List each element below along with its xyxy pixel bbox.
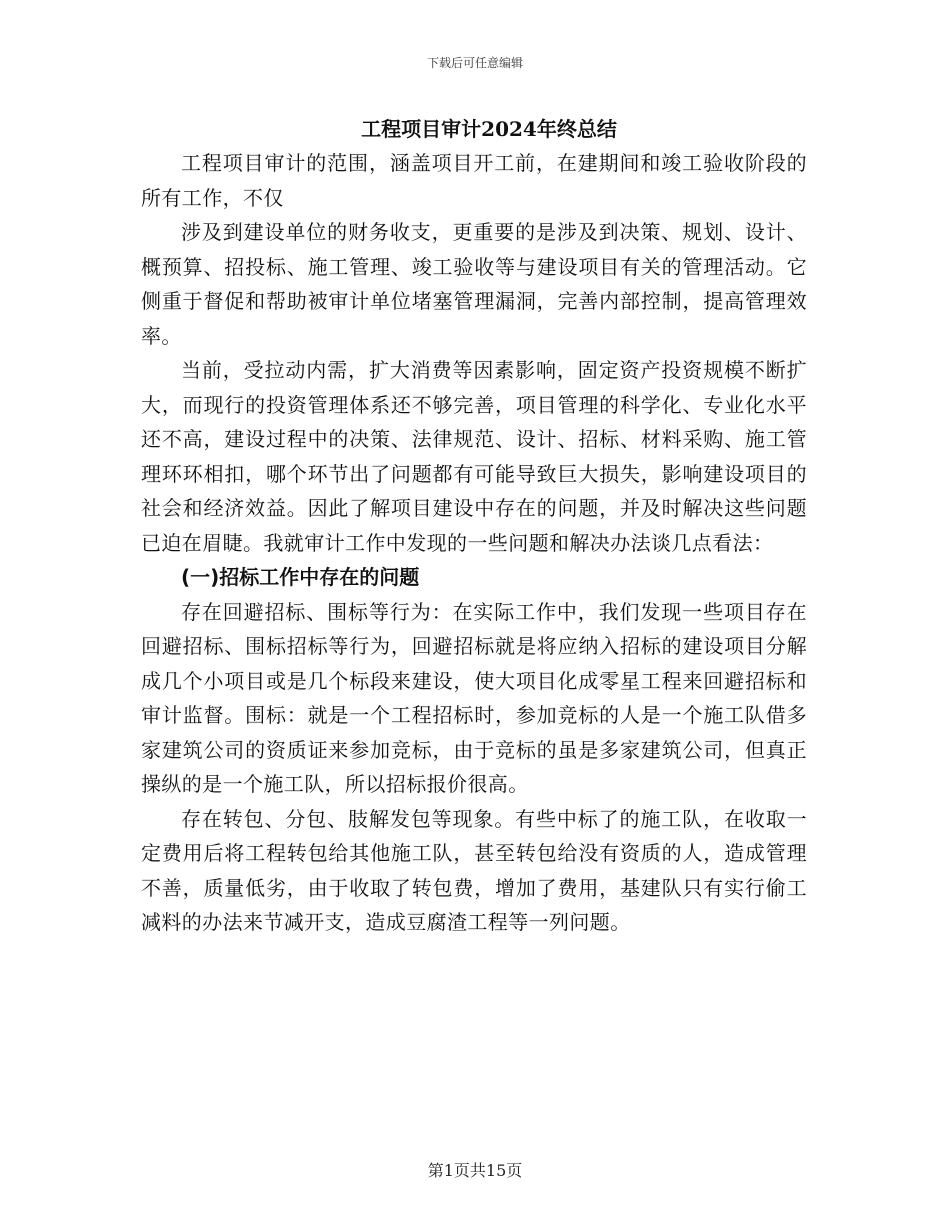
paragraph-subcontracting: 存在转包、分包、肢解发包等现象。有些中标了的施工队，在收取一定费用后将工程转包给其他施工队，甚至转包给没有资质的人，造成管理不善，质量低劣，由于收取了转包费，增加了费用，基建队只有实行偷工减料的办法来节减开支，造成豆腐渣工程等一列问题。 xyxy=(141,806,807,934)
document-body xyxy=(141,112,807,940)
section-heading-bidding: (一)招标工作中存在的问题 xyxy=(181,565,420,589)
paragraph-avoid-bidding: 存在回避招标、围标等行为：在实际工作中，我们发现一些项目存在回避招标、围标招标等行为，回避招标就是将应纳入招标的建设项目分解成几个小项目或是几个标段来建设，使大项目化成零星工程来回避招标和审计监督。围标：就是一个工程招标时，参加竞标的人是一个施工队借多家建筑公司的资质证来参加竞标，由于竞标的虽是多家建筑公司，但真正操纵的是一个施工队，所以招标报价很高。 xyxy=(141,599,807,796)
document-title: 工程项目审计2024年终总结 xyxy=(361,117,617,141)
page-number: 第1页共15页 xyxy=(427,1161,523,1180)
paragraph-involvement: 涉及到建设单位的财务收支，更重要的是涉及到决策、规划、设计、概预算、招投标、施工管理、竣工验收等与建设项目有关的管理活动。它侧重于督促和帮助被审计单位堵塞管理漏洞，完善内部控制，提高管理效率。 xyxy=(141,220,807,348)
paragraph-scope: 工程项目审计的范围，涵盖项目开工前，在建期间和竣工验收阶段的所有工作，不仅 xyxy=(141,151,807,210)
paragraph-current-situation: 当前，受拉动内需，扩大消费等因素影响，固定资产投资规模不断扩大，而现行的投资管理体系还不够完善，项目管理的科学化、专业化水平还不高，建设过程中的决策、法律规范、设计、招标、材料采购、施工管理环环相扣，哪个环节出了问题都有可能导致巨大损失，影响建设项目的社会和经济效益。因此了解项目建设中存在的问题，并及时解决这些问题已迫在眉睫。我就审计工作中发现的一些问题和解决办法谈几点看法： xyxy=(141,358,807,555)
header-note: 下载后可任意编辑 xyxy=(426,56,523,70)
